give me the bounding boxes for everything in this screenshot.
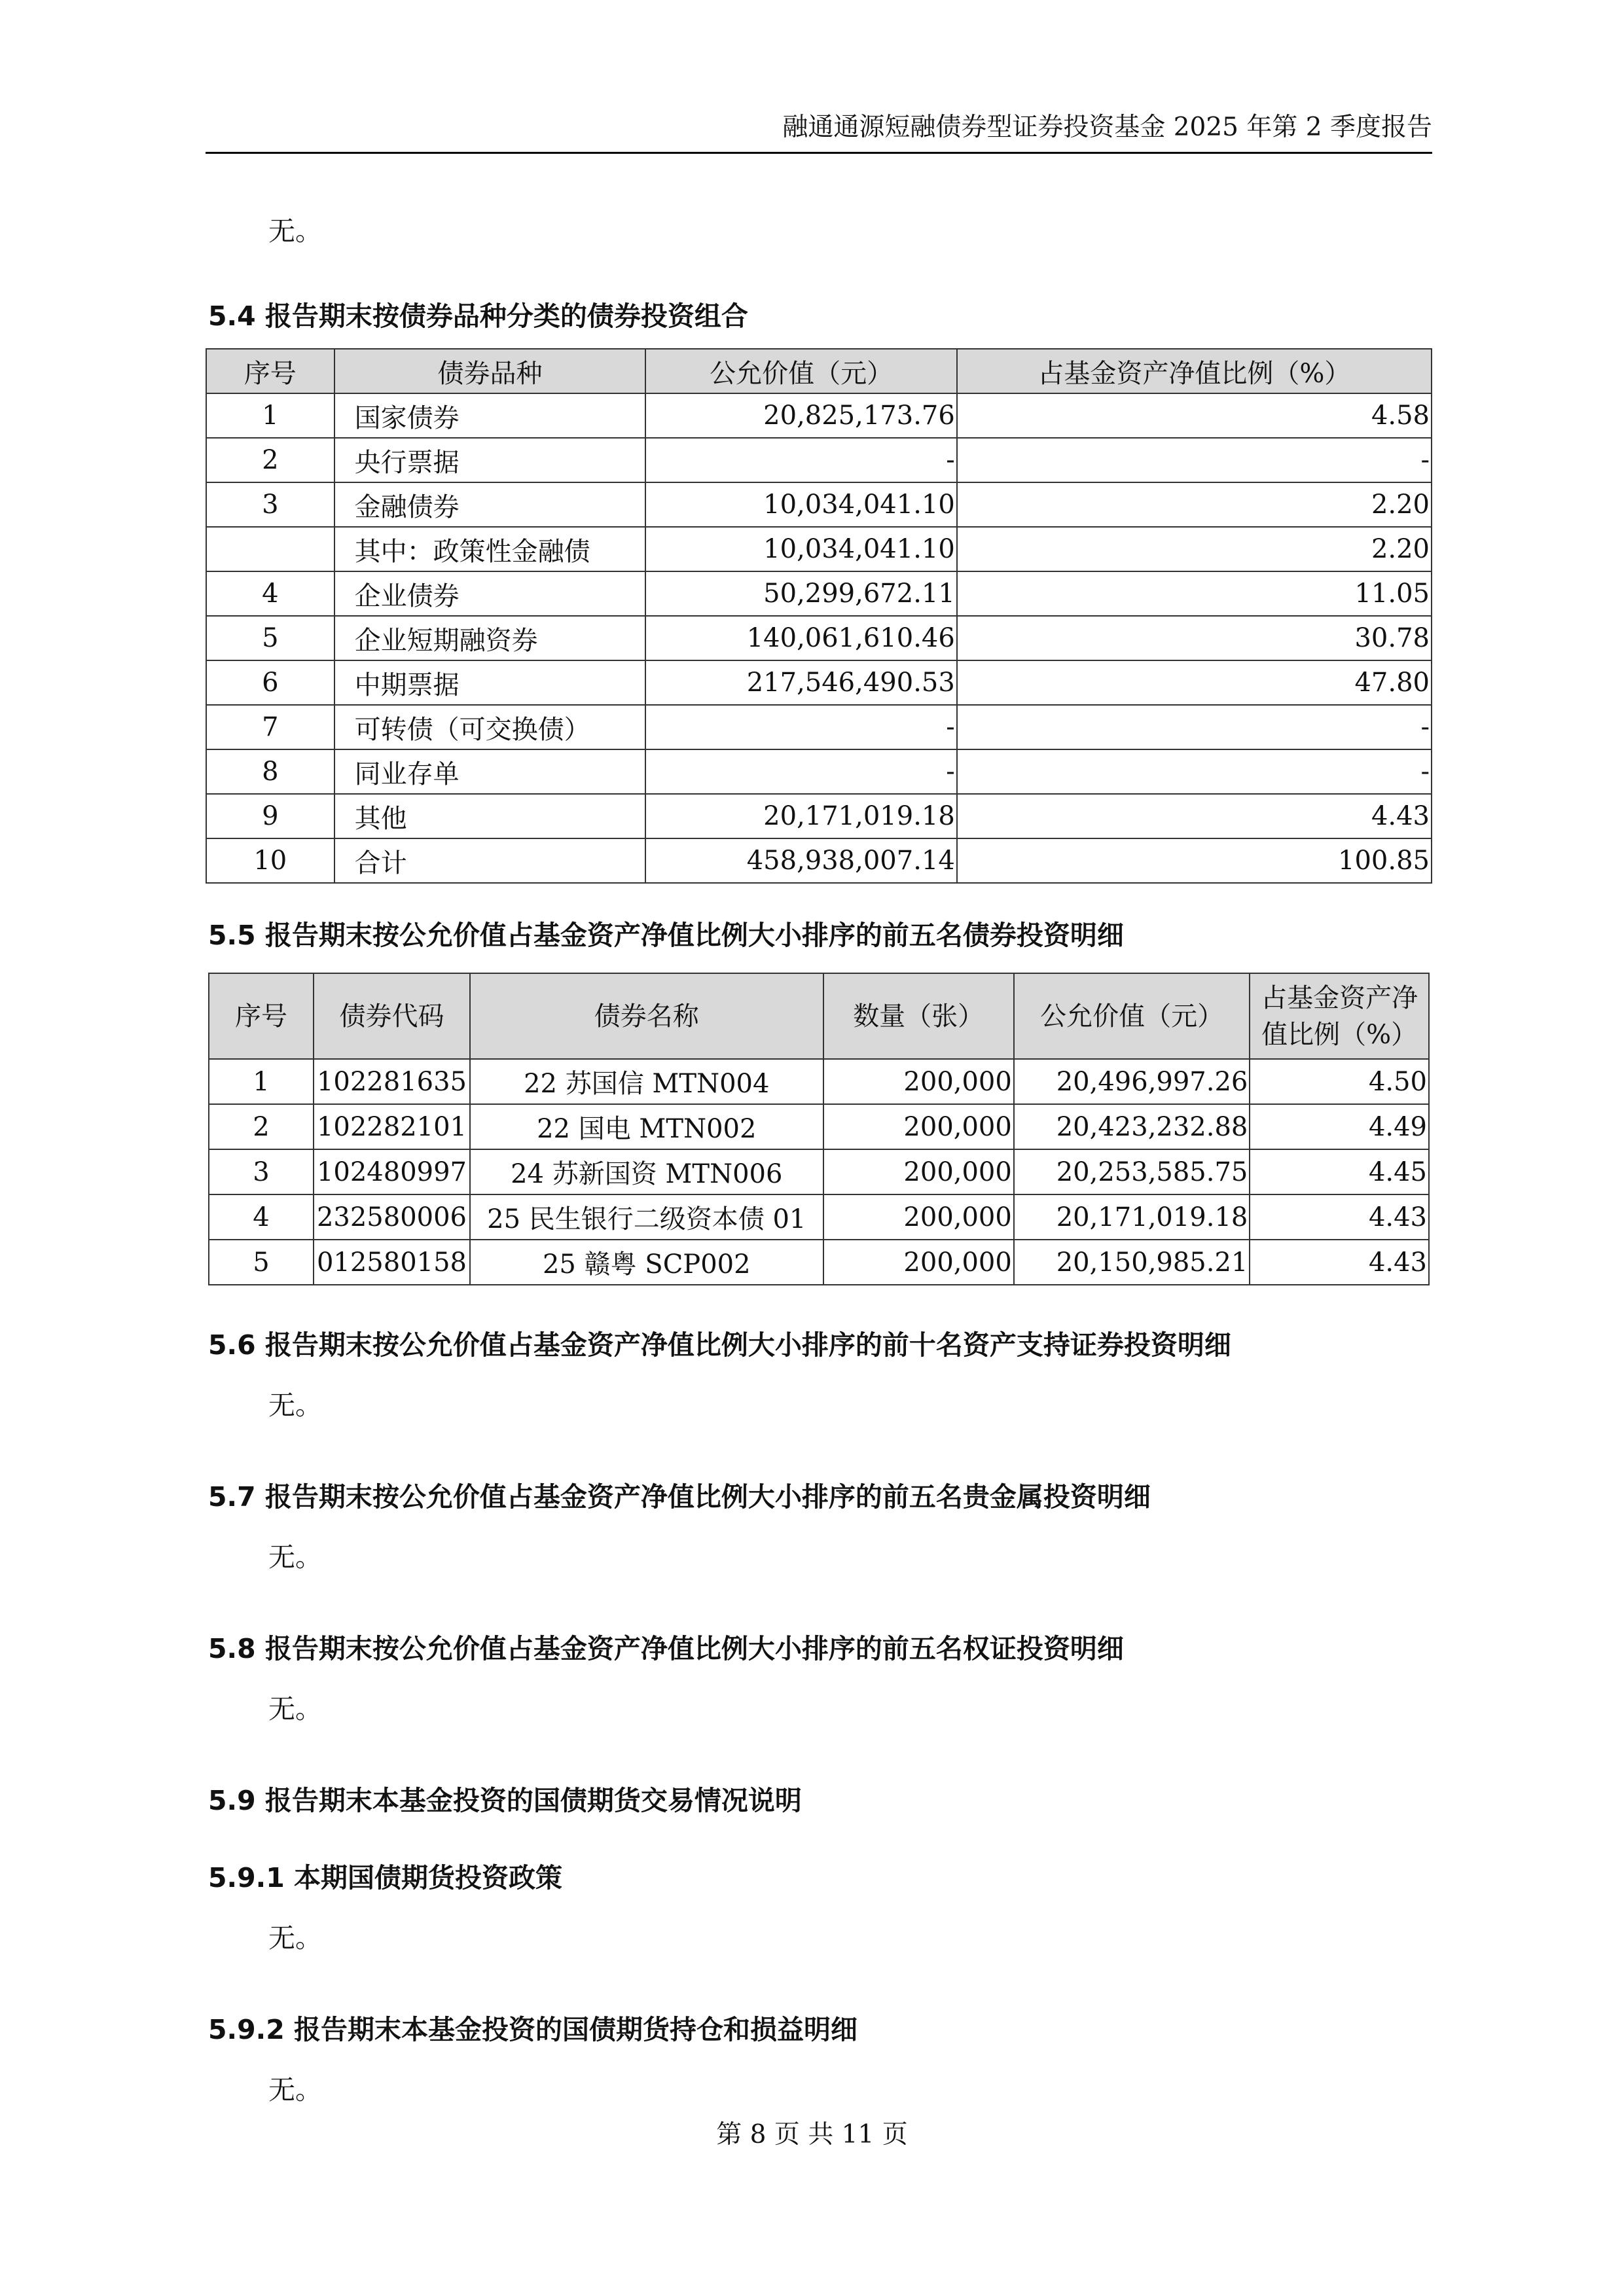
section-5-6-text: 无。 — [268, 1390, 322, 1421]
bond-code-cell: 012580158 — [314, 1240, 470, 1285]
section-5-7-heading: 5.7 报告期末按公允价值占基金资产净值比例大小排序的前五名贵金属投资明细 — [208, 1481, 1151, 1513]
fair-value-cell: 20,825,173.76 — [645, 393, 956, 438]
table-header-row — [206, 349, 1432, 393]
section-5-8-heading: 5.8 报告期末按公允价值占基金资产净值比例大小排序的前五名权证投资明细 — [208, 1633, 1124, 1664]
quantity-cell: 200,000 — [823, 1059, 1014, 1104]
table-row — [206, 794, 1432, 838]
bond-type-cell: 央行票据 — [334, 438, 646, 482]
nav-ratio-cell: 100.85 — [957, 838, 1432, 883]
top-five-bonds-table — [208, 973, 1430, 1285]
fair-value-cell: 140,061,610.46 — [645, 616, 956, 660]
section-5-5-heading: 5.5 报告期末按公允价值占基金资产净值比例大小排序的前五名债券投资明细 — [208, 920, 1124, 951]
nav-ratio-cell: 11.05 — [957, 571, 1432, 616]
nav-ratio-cell: 4.49 — [1250, 1104, 1429, 1149]
row-number-cell: 5 — [209, 1240, 314, 1285]
table-row — [206, 749, 1432, 794]
section-5-9-2-heading: 5.9.2 报告期末本基金投资的国债期货持仓和损益明细 — [208, 2014, 858, 2045]
bond-type-cell: 国家债券 — [334, 393, 646, 438]
table-row — [206, 393, 1432, 438]
row-number-cell: 5 — [206, 616, 334, 660]
row-number-cell: 3 — [209, 1149, 314, 1194]
nav-ratio-cell: - — [957, 749, 1432, 794]
column-header: 序号 — [206, 349, 334, 393]
section-5-9-1-text: 无。 — [268, 1922, 322, 1954]
bond-type-cell: 金融债券 — [334, 482, 646, 527]
table-row — [209, 1059, 1429, 1104]
bond-name-cell: 22 国电 MTN002 — [470, 1104, 823, 1149]
fair-value-cell: 20,496,997.26 — [1014, 1059, 1250, 1104]
table-row — [206, 660, 1432, 705]
row-number-cell — [206, 527, 334, 571]
section-5-6-heading: 5.6 报告期末按公允价值占基金资产净值比例大小排序的前十名资产支持证券投资明细 — [208, 1329, 1231, 1361]
bond-name-cell: 25 民生银行二级资本债 01 — [470, 1194, 823, 1240]
table-header-row — [209, 973, 1429, 1059]
page-number: 第 8 页 共 11 页 — [716, 2120, 908, 2149]
page-header — [206, 111, 1432, 154]
bond-type-cell: 中期票据 — [334, 660, 646, 705]
row-number-cell: 2 — [209, 1104, 314, 1149]
row-number-cell: 6 — [206, 660, 334, 705]
row-number-cell: 9 — [206, 794, 334, 838]
fair-value-cell: 20,150,985.21 — [1014, 1240, 1250, 1285]
row-number-cell: 3 — [206, 482, 334, 527]
section-5-4-heading: 5.4 报告期末按债券品种分类的债券投资组合 — [208, 300, 748, 332]
bond-code-cell: 102282101 — [314, 1104, 470, 1149]
table-row — [206, 616, 1432, 660]
column-header: 占基金资产净值比例（%） — [1250, 973, 1429, 1059]
bond-code-cell: 102281635 — [314, 1059, 470, 1104]
fair-value-cell: 10,034,041.10 — [645, 482, 956, 527]
quantity-cell: 200,000 — [823, 1149, 1014, 1194]
table-row — [209, 1194, 1429, 1240]
row-number-cell: 8 — [206, 749, 334, 794]
section-5-8-text: 无。 — [268, 1693, 322, 1725]
bond-type-cell: 同业存单 — [334, 749, 646, 794]
bond-type-cell: 合计 — [334, 838, 646, 883]
column-header: 数量（张） — [823, 973, 1014, 1059]
bond-type-cell: 企业债券 — [334, 571, 646, 616]
section-5-7-text: 无。 — [268, 1541, 322, 1573]
row-number-cell: 1 — [206, 393, 334, 438]
intro-text: 无。 — [268, 215, 322, 247]
nav-ratio-cell: 2.20 — [957, 527, 1432, 571]
nav-ratio-cell: 4.43 — [1250, 1240, 1429, 1285]
table-row — [206, 482, 1432, 527]
table-row — [206, 838, 1432, 883]
bond-name-cell: 22 苏国信 MTN004 — [470, 1059, 823, 1104]
bond-code-cell: 232580006 — [314, 1194, 470, 1240]
nav-ratio-cell: 4.58 — [957, 393, 1432, 438]
nav-ratio-cell: 2.20 — [957, 482, 1432, 527]
document-title: 融通通源短融债券型证券投资基金 2025 年第 2 季度报告 — [782, 113, 1432, 142]
bond-name-cell: 24 苏新国资 MTN006 — [470, 1149, 823, 1194]
nav-ratio-cell: - — [957, 705, 1432, 749]
fair-value-cell: 458,938,007.14 — [645, 838, 956, 883]
column-header: 债券代码 — [314, 973, 470, 1059]
nav-ratio-cell: 4.43 — [957, 794, 1432, 838]
fair-value-cell: 20,171,019.18 — [1014, 1194, 1250, 1240]
nav-ratio-cell: - — [957, 438, 1432, 482]
bond-type-cell: 其他 — [334, 794, 646, 838]
bond-code-cell: 102480997 — [314, 1149, 470, 1194]
bond-type-cell: 其中：政策性金融债 — [334, 527, 646, 571]
fair-value-cell: 217,546,490.53 — [645, 660, 956, 705]
nav-ratio-cell: 4.50 — [1250, 1059, 1429, 1104]
section-5-9-2-text: 无。 — [268, 2074, 322, 2106]
nav-ratio-cell: 47.80 — [957, 660, 1432, 705]
fair-value-cell: 10,034,041.10 — [645, 527, 956, 571]
row-number-cell: 4 — [209, 1194, 314, 1240]
fair-value-cell: - — [645, 705, 956, 749]
column-header: 公允价值（元） — [645, 349, 956, 393]
quantity-cell: 200,000 — [823, 1240, 1014, 1285]
fair-value-cell: - — [645, 749, 956, 794]
row-number-cell: 4 — [206, 571, 334, 616]
fair-value-cell: 20,253,585.75 — [1014, 1149, 1250, 1194]
nav-ratio-cell: 30.78 — [957, 616, 1432, 660]
row-number-cell: 10 — [206, 838, 334, 883]
column-header: 债券品种 — [334, 349, 646, 393]
section-5-9-1-heading: 5.9.1 本期国债期货投资政策 — [208, 1862, 563, 1893]
row-number-cell: 2 — [206, 438, 334, 482]
fair-value-cell: - — [645, 438, 956, 482]
section-5-9-heading: 5.9 报告期末本基金投资的国债期货交易情况说明 — [208, 1785, 802, 1816]
column-header: 债券名称 — [470, 973, 823, 1059]
bond-type-table — [206, 348, 1432, 884]
bond-type-cell: 企业短期融资券 — [334, 616, 646, 660]
row-number-cell: 7 — [206, 705, 334, 749]
table-row — [206, 438, 1432, 482]
table-row — [209, 1104, 1429, 1149]
table-row — [206, 705, 1432, 749]
table-row — [206, 527, 1432, 571]
table-row — [209, 1149, 1429, 1194]
table-row — [209, 1240, 1429, 1285]
column-header: 公允价值（元） — [1014, 973, 1250, 1059]
bond-name-cell: 25 赣粤 SCP002 — [470, 1240, 823, 1285]
column-header: 占基金资产净值比例（%） — [957, 349, 1432, 393]
quantity-cell: 200,000 — [823, 1104, 1014, 1149]
column-header: 序号 — [209, 973, 314, 1059]
nav-ratio-cell: 4.43 — [1250, 1194, 1429, 1240]
nav-ratio-cell: 4.45 — [1250, 1149, 1429, 1194]
fair-value-cell: 50,299,672.11 — [645, 571, 956, 616]
table-row — [206, 571, 1432, 616]
quantity-cell: 200,000 — [823, 1194, 1014, 1240]
bond-type-cell: 可转债（可交换债） — [334, 705, 646, 749]
row-number-cell: 1 — [209, 1059, 314, 1104]
fair-value-cell: 20,171,019.18 — [645, 794, 956, 838]
fair-value-cell: 20,423,232.88 — [1014, 1104, 1250, 1149]
